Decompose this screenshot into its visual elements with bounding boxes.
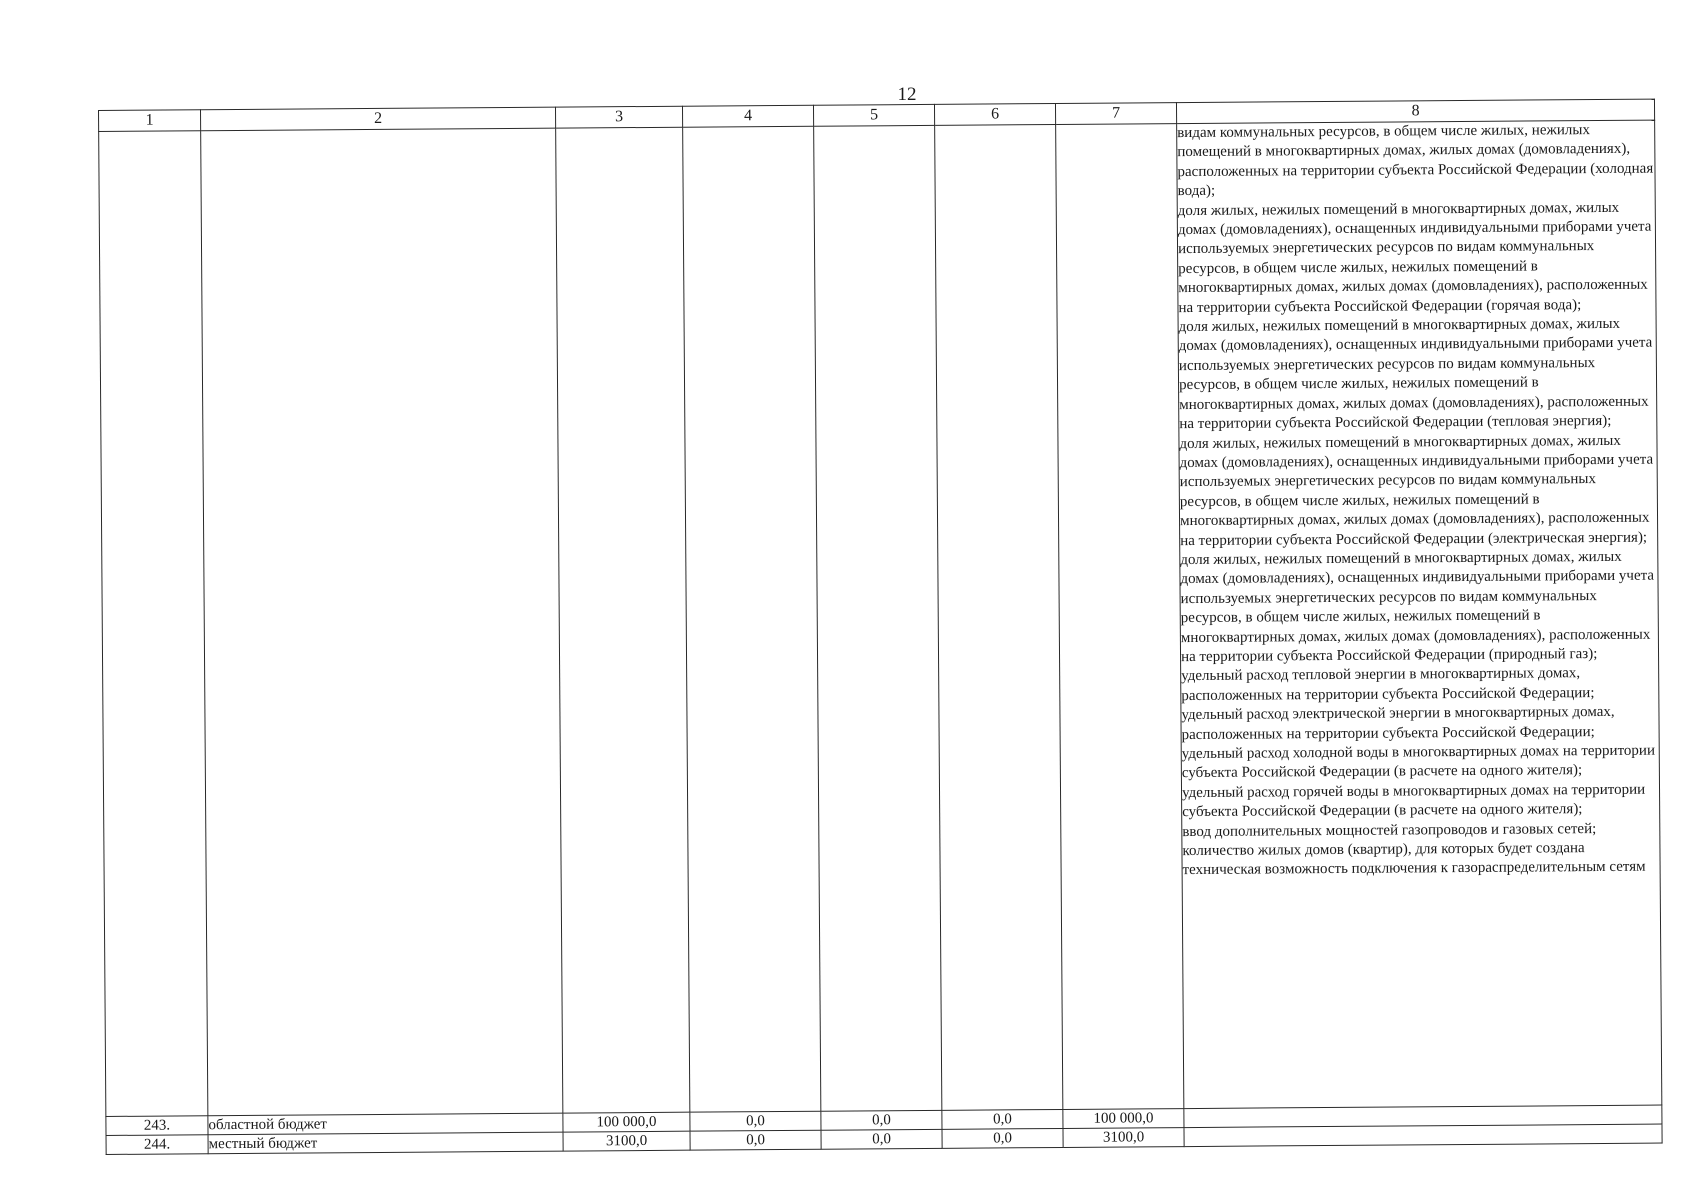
value-col-6: 0,0: [942, 1109, 1063, 1129]
header-cell-1: 1: [99, 110, 201, 132]
budget-table: [98, 99, 1663, 1155]
continuation-row: [99, 120, 1662, 1116]
value-col-4: 0,0: [690, 1130, 821, 1150]
empty-cell: [99, 131, 208, 1117]
header-cell-6: 6: [934, 103, 1055, 125]
empty-cell: [935, 124, 1063, 1110]
header-cell-7: 7: [1055, 103, 1176, 125]
value-col-5: 0,0: [821, 1110, 942, 1130]
value-col-7: 100 000,0: [1063, 1109, 1184, 1129]
header-cell-3: 3: [555, 106, 682, 128]
empty-cell: [1056, 124, 1184, 1110]
indicators-text: видам коммунальных ресурсов, в общем числе жилых, нежилых помещений в многоквартирных домах, жилых домах (домовладениях), расположенных на территории субъекта Российской Федерации (холодная вода); доля жилых, нежилых помещений в многоквартирных домах, жилых домах (домовладениях), оснащенных индивидуальными приборами учета используемых энергетических ресурсов по видам коммунальных ресурсов, в общем числе жилых, нежилых помещений в многоквартирных домах, жилых домах (домовладениях), расположенных на территории субъекта Российской Федерации (горячая вода); доля жилых, нежилых помещений в многоквартирных домах, жилых домах (домовладениях), оснащенных индивидуальными приборами учета используемых энергетических ресурсов по видам коммунальных ресурсов, в общем числе жилых, нежилых помещений в многоквартирных домах, жилых домах (домовладениях), расположенных на территории субъекта Российской Федерации (тепловая энергия); доля жилых, нежилых помещений в многоквартирных домах, жилых домах (домовладениях), оснащенных индивидуальными приборами учета используемых энергетических ресурсов по видам коммунальных ресурсов, в общем числе жилых, нежилых помещений в многоквартирных домах, жилых домах (домовладениях), расположенных на территории субъекта Российской Федерации (электрическая энергия); доля жилых, нежилых помещений в многоквартирных домах, жилых домах (домовладениях), оснащенных индивидуальными приборами учета используемых энергетических ресурсов по видам коммунальных ресурсов, в общем числе жилых, нежилых помещений в многоквартирных домах, жилых домах (домовладениях), расположенных на территории субъекта Российской Федерации (природный газ); удельный расход тепловой энергии в многоквартирных домах, расположенных на территории субъекта Российской Федерации; удельный расход электрической энергии в многоквартирных домах, расположенных на территории субъекта Российской Федерации; удельный расход холодной воды в многоквартирных домах на территории субъекта Российской Федерации (в расчете на одного жителя); удельный расход горячей воды в многоквартирных домах на территории субъекта Российской Федерации (в расчете на одного жителя); ввод дополнительных мощностей газопроводов и газовых сетей; количество жилых домов (квартир), для которых будет создана техническая возможность подключения к газораспределительным сетям: [1177, 120, 1662, 1108]
header-cell-5: 5: [813, 104, 934, 126]
empty-cell: [814, 125, 942, 1111]
page-number: 12: [897, 84, 917, 105]
value-col-8: [1184, 1124, 1662, 1147]
row-label: местный бюджет: [208, 1132, 563, 1154]
row-label: областной бюджет: [208, 1113, 563, 1135]
value-col-3: 3100,0: [563, 1131, 690, 1151]
header-cell-4: 4: [682, 105, 813, 127]
row-number: 243.: [106, 1116, 208, 1136]
value-col-4: 0,0: [690, 1111, 821, 1131]
row-number: 244.: [106, 1135, 208, 1155]
empty-cell: [683, 126, 821, 1112]
empty-cell: [201, 128, 563, 1116]
value-col-3: 100 000,0: [563, 1112, 690, 1132]
header-cell-8: 8: [1176, 99, 1654, 124]
value-col-5: 0,0: [821, 1129, 942, 1149]
value-col-7: 3100,0: [1063, 1128, 1184, 1148]
header-cell-2: 2: [201, 107, 556, 131]
empty-cell: [556, 127, 690, 1113]
value-col-6: 0,0: [942, 1128, 1063, 1148]
